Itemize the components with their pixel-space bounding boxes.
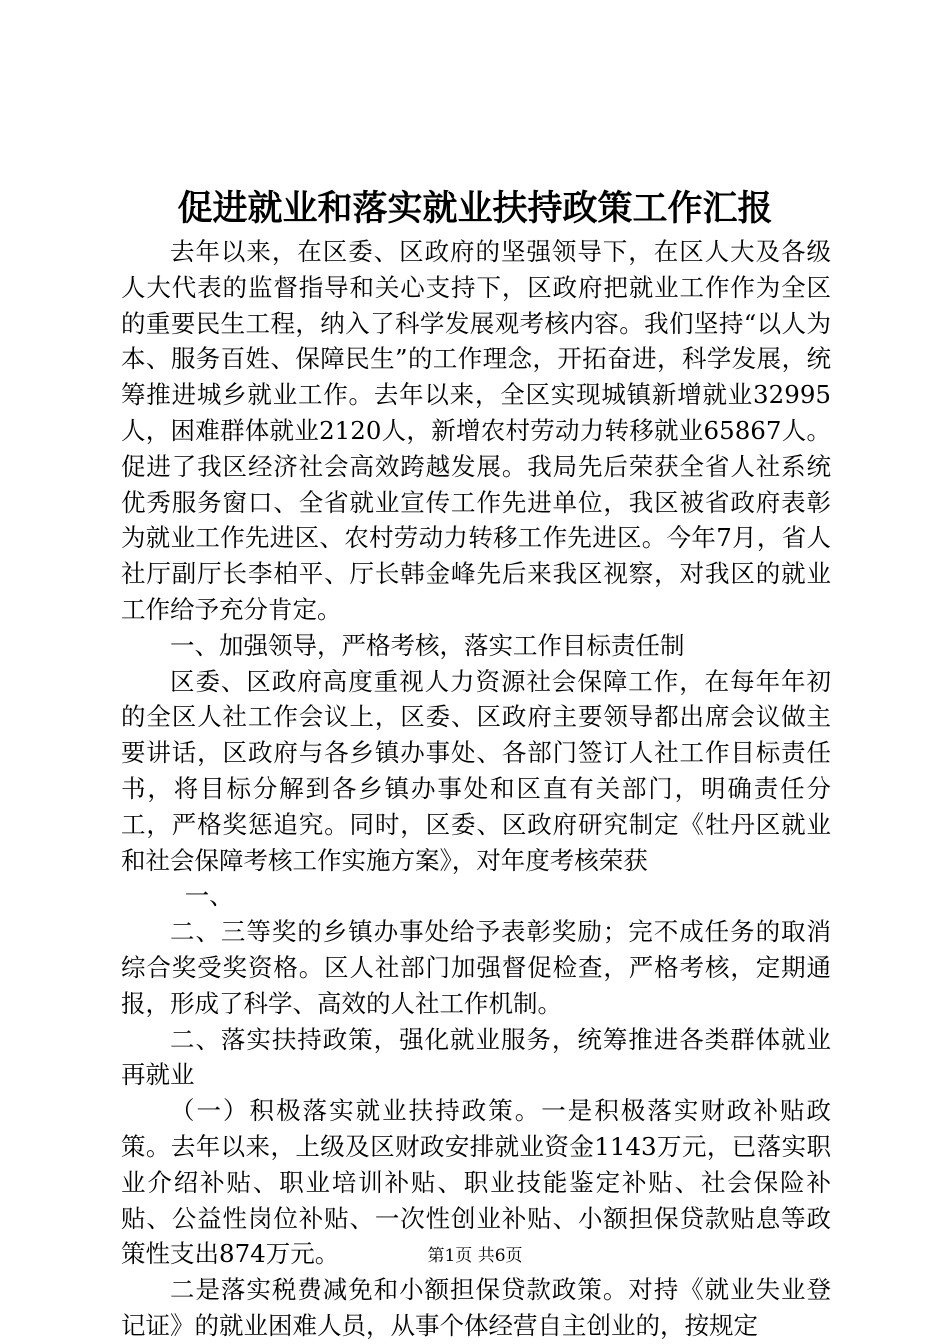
paragraph-fragment: 一、 (184, 881, 234, 911)
page-number-footer: 第1页 共6页 (427, 1246, 523, 1266)
document-body (121, 234, 831, 1344)
heading-section-1: 一、加强领导，严格考核，落实工作目标责任制 (170, 630, 685, 660)
heading-section-2: 二、落实扶持政策，强化就业服务，统筹推进各类群体就业再就业 (121, 1024, 831, 1090)
paragraph-section-1: 区委、区政府高度重视人力资源社会保障工作，在每年年初的全区人社工作会议上，区委、区政府主要领导都出席会议做主要讲话，区政府与各乡镇办事处、各部门签订人社工作目标责任书，将目标分解到各乡镇办事处和区直有关部门，明确责任分工，严格奖惩追究。同时，区委、区政府研究制定《牡丹区就业和社会保障考核工作实施方案》，对年度考核荣获 (121, 666, 831, 875)
paragraph-tax-policy: 二是落实税费减免和小额担保贷款政策。对持《就业失业登记证》的就业困难人员，从事个体经营自主创业的，按规定 (121, 1275, 831, 1340)
document-title: 促进就业和落实就业扶持政策工作汇报 (177, 188, 773, 229)
paragraph-intro: 去年以来，在区委、区政府的坚强领导下，在区人大及各级人大代表的监督指导和关心支持下，区政府把就业工作作为全区的重要民生工程，纳入了科学发展观考核内容。我们坚持“以人为本、服务百姓、保障民生”的工作理念，开拓奋进，科学发展，统筹推进城乡就业工作。去年以来，全区实现城镇新增就业32995人，困难群体就业2120人，新增农村劳动力转移就业65867人。促进了我区经济社会高效跨越发展。我局先后荣获全省人社系统优秀服务窗口、全省就业宣传工作先进单位，我区被省政府表彰为就业工作先进区、农村劳动力转移工作先进区。今年7月，省人社厅副厅长李柏平、厅长韩金峰先后来我区视察，对我区的就业工作给予充分肯定。 (121, 237, 831, 624)
paragraph-subsection-1: （一）积极落实就业扶持政策。一是积极落实财政补贴政策。去年以来，上级及区财政安排就业资金1143万元，已落实职业介绍补贴、职业培训补贴、职业技能鉴定补贴、社会保险补贴、公益性岗位补贴、一次性创业补贴、小额担保贷款贴息等政策性支出874万元。 (121, 1096, 831, 1269)
paragraph-awards: 二、三等奖的乡镇办事处给予表彰奖励；完不成任务的取消综合奖受奖资格。区人社部门加强督促检查，严格考核，定期通报，形成了科学、高效的人社工作机制。 (121, 917, 831, 1018)
